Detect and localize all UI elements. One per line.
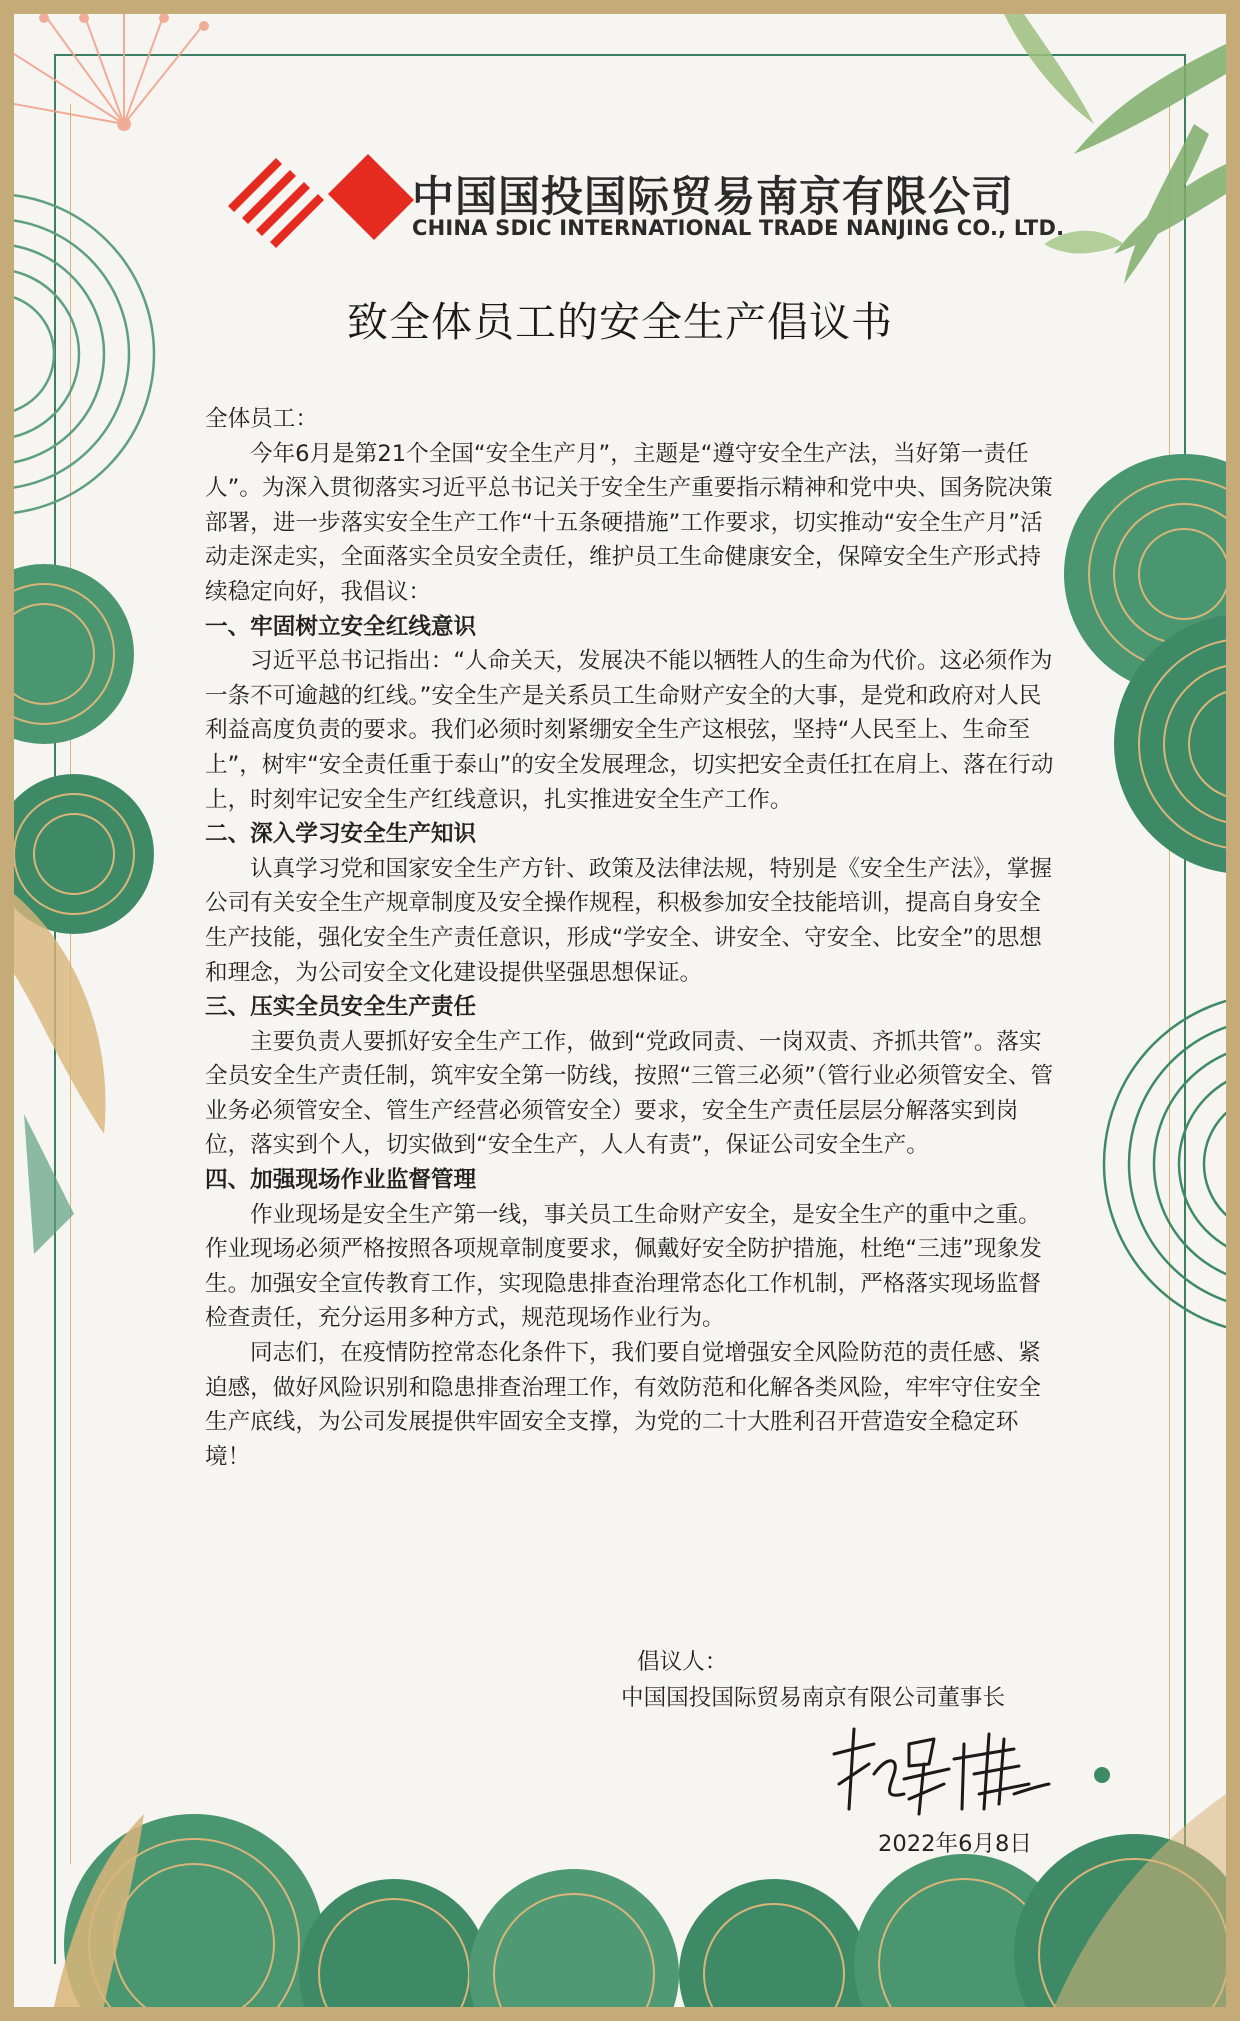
- signoff-block: [621, 1644, 1005, 1716]
- section-heading: 三、压实全员安全生产责任: [205, 994, 477, 1021]
- initiator-name: 中国国投国际贸易南京有限公司董事长: [621, 1685, 1006, 1711]
- letter-body: [205, 402, 1057, 1474]
- salutation: 全体员工：: [205, 406, 318, 432]
- letter-paper: [14, 14, 1226, 2007]
- section-body: 习近平总书记指出：“人命关天，发展决不能以牺牲人的生命为代价。这必须作为一条不可逾越的红线。”安全生产是关系员工生命财产安全的大事，是党和政府对人民利益高度负责的要求。我们必须时刻紧绷安全生产这根弦，坚持“人民至上、生命至上”，树牢“安全责任重于泰山”的安全发展理念，切实把安全责任扛在肩上、落在行动上，时刻牢记安全生产红线意识，扎实推进安全生产工作。: [205, 648, 1054, 813]
- company-name-cn: 中国国投国际贸易南京有限公司: [412, 172, 1015, 221]
- signature-date: 2022年6月8日: [878, 1831, 1033, 1857]
- section-heading: 一、牢固树立安全红线意识: [205, 613, 477, 640]
- intro-paragraph: 今年6月是第21个全国“安全生产月”，主题是“遵守安全生产法，当好第一责任人”。为深入贯彻落实习近平总书记关于安全生产重要指示精神和党中央、国务院决策部署，进一步落实安全生产工作“十五条硬措施”工作要求，切实推动“安全生产月”活动走深走实，全面落实全员安全责任，维护员工生命健康安全，保障安全生产形式持续稳定向好，我倡议：: [205, 440, 1053, 605]
- initiator-label: 倡议人：: [637, 1649, 728, 1675]
- section-body: 作业现场是安全生产第一线，事关员工生命财产安全，是安全生产的重中之重。作业现场必须严格按照各项规章制度要求，佩戴好安全防护措施，杜绝“三违”现象发生。加强安全宣传教育工作，实现隐患排查治理常态化工作机制，严格落实现场监督检查责任，充分运用多种方式，规范现场作业行为。: [205, 1201, 1042, 1332]
- section-body: 认真学习党和国家安全生产方针、政策及法律法规，特别是《安全生产法》，掌握公司有关安全生产规章制度及安全操作规程，积极参加安全技能培训，提高自身安全生产技能，强化安全生产责任意识，形成“学安全、讲安全、守安全、比安全”的思想和理念，为公司安全文化建设提供坚强思想保证。: [205, 855, 1053, 986]
- company-logo-icon: [228, 154, 414, 254]
- closing-paragraph: 同志们，在疫情防控常态化条件下，我们要自觉增强安全风险防范的责任感、紧迫感，做好风险识别和隐患排查治理工作，有效防范和化解各类风险，牢牢守住安全生产底线，为公司发展提供牢固安全支撑，为党的二十大胜利召开营造安全稳定环境！: [205, 1340, 1041, 1470]
- section-body: 主要负责人要抓好安全生产工作，做到“党政同责、一岗双责、齐抓共管”。落实全员安全生产责任制，筑牢安全第一防线，按照“三管三必须”（管行业必须管安全、管业务必须管安全、管生产经营必须管安全）要求，安全生产责任层层分解落实到岗位，落实到个人，切实做到“安全生产，人人有责”，保证公司安全生产。: [205, 1028, 1054, 1159]
- handwritten-signature: [814, 1714, 1054, 1824]
- document-title: 致全体员工的安全生产倡议书: [347, 298, 893, 346]
- section-heading: 四、加强现场作业监督管理: [205, 1167, 477, 1194]
- section-heading: 二、深入学习安全生产知识: [205, 821, 477, 848]
- company-name-en: CHINA SDIC INTERNATIONAL TRADE NANJING CO., LTD.: [412, 216, 1065, 240]
